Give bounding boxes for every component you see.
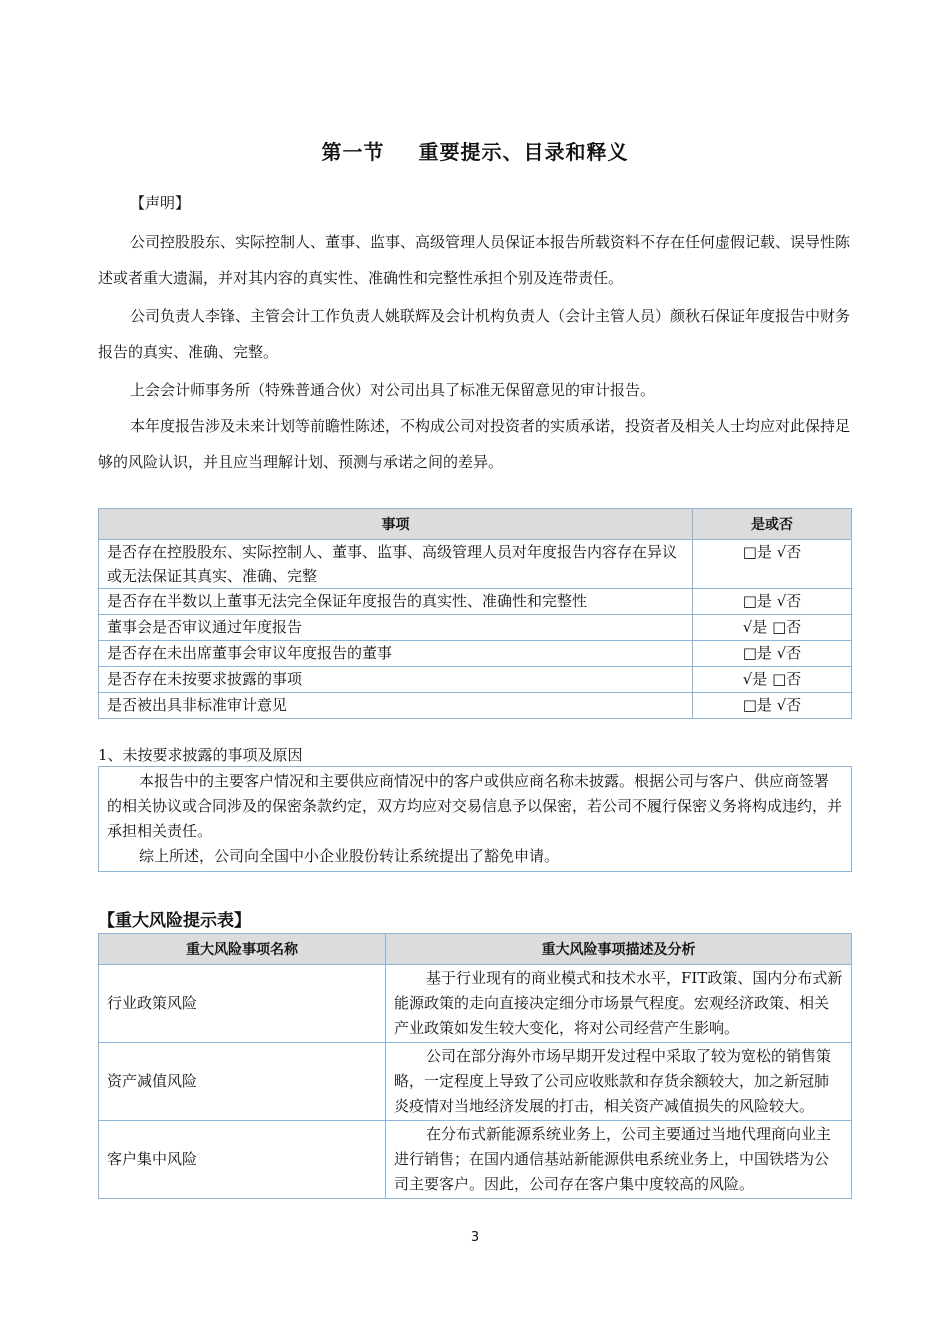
matter-answer: □是 √否 xyxy=(693,641,852,667)
page-number: 3 xyxy=(470,1230,480,1245)
statement-label: 【声明】 xyxy=(130,194,191,212)
undisclosed-box xyxy=(98,766,852,872)
risk-table xyxy=(98,933,852,1199)
statement-paragraph: 上会会计师事务所（特殊普通合伙）对公司出具了标准无保留意见的审计报告。 xyxy=(130,381,656,399)
matter-answer: √是 □否 xyxy=(693,615,852,641)
column-header-item: 事项 xyxy=(99,509,693,540)
risk-name: 客户集中风险 xyxy=(99,1121,386,1199)
table-row xyxy=(99,641,852,667)
matter-answer: √是 □否 xyxy=(693,667,852,693)
undisclosed-paragraph: 本报告中的主要客户情况和主要供应商情况中的客户或供应商名称未披露。根据公司与客户、供应商签署的相关协议或合同涉及的保密条款约定，双方均应对交易信息予以保密，若公司不履行保密义务将构成违约，并承担相关责任。 xyxy=(107,772,843,840)
matter-item: 是否存在未出席董事会审议年度报告的董事 xyxy=(99,641,693,667)
risk-description: 公司在部分海外市场早期开发过程中采取了较为宽松的销售策略，一定程度上导致了公司应收账款和存货余额较大，加之新冠肺炎疫情对当地经济发展的打击，相关资产减值损失的风险较大。 xyxy=(386,1043,852,1121)
table-row xyxy=(99,589,852,615)
section-name: 重要提示、目录和释义 xyxy=(418,140,629,164)
undisclosed-heading: 1、未按要求披露的事项及原因 xyxy=(98,746,303,764)
column-header-answer: 是或否 xyxy=(693,509,852,540)
table-row xyxy=(99,1043,852,1121)
matter-item: 是否存在未按要求披露的事项 xyxy=(99,667,693,693)
column-header-risk-name: 重大风险事项名称 xyxy=(99,934,386,965)
matter-answer: □是 √否 xyxy=(693,693,852,719)
matter-item: 是否被出具非标准审计意见 xyxy=(99,693,693,719)
table-row xyxy=(99,615,852,641)
statement-paragraph: 公司控股股东、实际控制人、董事、监事、高级管理人员保证本报告所载资料不存在任何虚假记载、误导性陈述或者重大遗漏，并对其内容的真实性、准确性和完整性承担个别及连带责任。 xyxy=(98,233,851,287)
table-header-row xyxy=(99,509,852,540)
table-row xyxy=(99,667,852,693)
table-row xyxy=(99,965,852,1043)
statement-paragraph: 本年度报告涉及未来计划等前瞻性陈述，不构成公司对投资者的实质承诺，投资者及相关人士均应对此保持足够的风险认识，并且应当理解计划、预测与承诺之间的差异。 xyxy=(98,417,851,471)
risk-name: 资产减值风险 xyxy=(99,1043,386,1121)
risk-description: 在分布式新能源系统业务上，公司主要通过当地代理商向业主进行销售；在国内通信基站新能源供电系统业务上，中国铁塔为公司主要客户。因此，公司存在客户集中度较高的风险。 xyxy=(386,1121,852,1199)
risk-description: 基于行业现有的商业模式和技术水平，FIT政策、国内分布式新能源政策的走向直接决定细分市场景气程度。宏观经济政策、相关产业政策如发生较大变化，将对公司经营产生影响。 xyxy=(386,965,852,1043)
matters-table xyxy=(98,508,852,719)
statement-paragraph: 公司负责人李锋、主管会计工作负责人姚联辉及会计机构负责人（会计主管人员）颜秋石保证年度报告中财务报告的真实、准确、完整。 xyxy=(98,307,851,361)
column-header-risk-desc: 重大风险事项描述及分析 xyxy=(386,934,852,965)
matter-answer: □是 √否 xyxy=(693,589,852,615)
matter-item: 董事会是否审议通过年度报告 xyxy=(99,615,693,641)
table-row xyxy=(99,1121,852,1199)
table-row xyxy=(99,540,852,589)
matter-answer: □是 √否 xyxy=(693,540,852,589)
section-number: 第一节 xyxy=(321,140,385,164)
section-title xyxy=(0,136,950,165)
risk-table-title: 【重大风险提示表】 xyxy=(98,911,251,931)
undisclosed-paragraph: 综上所述，公司向全国中小企业股份转让系统提出了豁免申请。 xyxy=(139,847,560,865)
matter-item: 是否存在控股股东、实际控制人、董事、监事、高级管理人员对年度报告内容存在异议或无法保证其真实、准确、完整 xyxy=(99,540,693,589)
matter-item: 是否存在半数以上董事无法完全保证年度报告的真实性、准确性和完整性 xyxy=(99,589,693,615)
risk-name: 行业政策风险 xyxy=(99,965,386,1043)
table-row xyxy=(99,693,852,719)
table-header-row xyxy=(99,934,852,965)
